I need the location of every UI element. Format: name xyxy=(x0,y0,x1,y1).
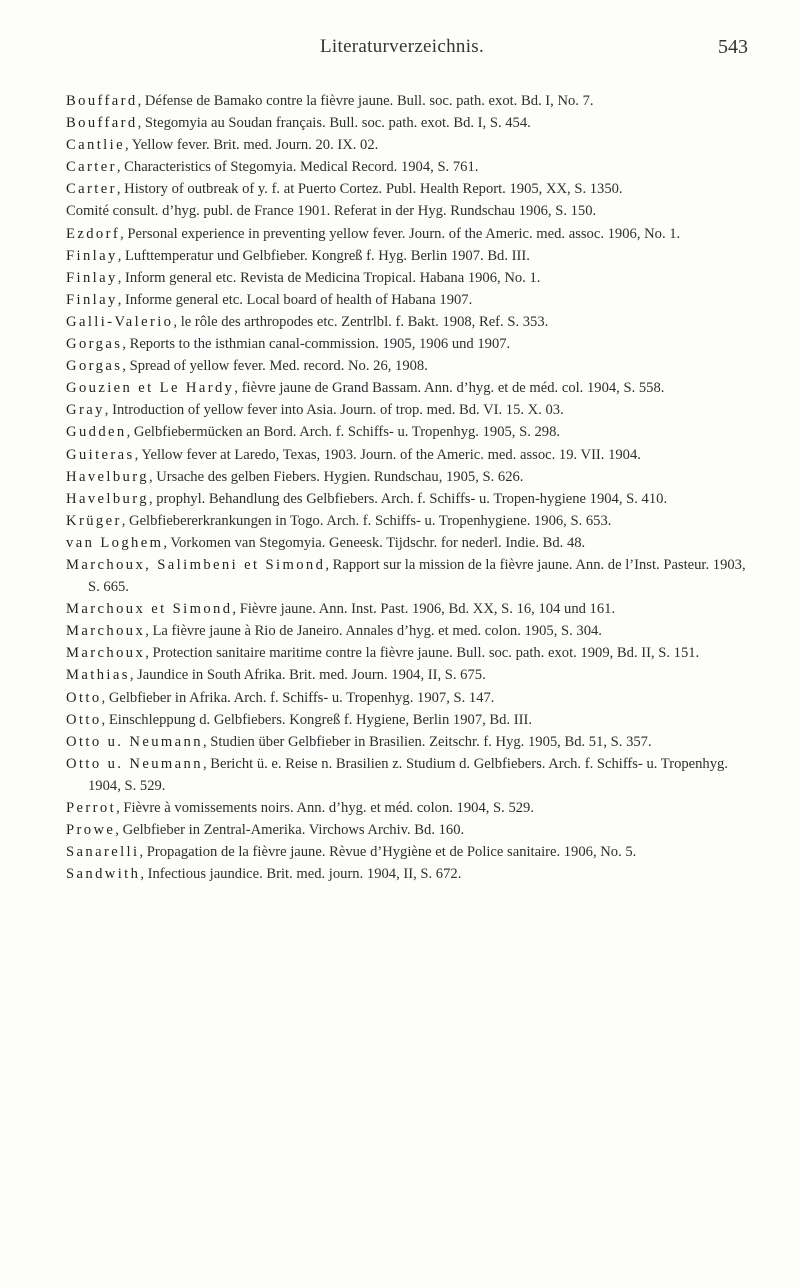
entry-author: Krüger xyxy=(66,512,122,529)
entry-author: Finlay xyxy=(66,247,118,264)
running-header xyxy=(0,36,800,64)
entry-text: , Ursache des gelben Fiebers. Hygien. Rundschau, 1905, S. 626. xyxy=(148,468,524,485)
entry-text: , Informe general etc. Local board of health of Habana 1907. xyxy=(117,291,473,308)
entry-author: Marchoux xyxy=(66,623,146,640)
bibliography-entry xyxy=(66,200,756,222)
entry-author: Galli-Valerio xyxy=(66,313,174,330)
entry-author: Otto xyxy=(66,711,102,728)
bibliography-entry xyxy=(66,223,756,245)
entry-author: Otto u. Neumann xyxy=(66,755,203,772)
bibliography-entry xyxy=(66,421,756,443)
entry-author: Marchoux xyxy=(66,645,146,662)
entry-text: , Gelbfiebererkrankungen in Togo. Arch. f. Schiffs- u. Tropenhygiene. 1906, S. 653. xyxy=(121,512,612,529)
entry-text: , Jaundice in South Afrika. Brit. med. Journ. 1904, II, S. 675. xyxy=(129,667,486,684)
entry-author: Marchoux et Simond xyxy=(66,601,233,618)
entry-author: Guiteras xyxy=(66,446,135,463)
entry-text: , Rapport sur la mission de la fièvre jaune. Ann. de l’Inst. Pasteur. 1903, S. 665. xyxy=(88,556,746,596)
bibliography-entry xyxy=(66,289,756,311)
entry-text: , Yellow fever at Laredo, Texas, 1903. Journ. of the Americ. med. assoc. 19. VII. 1904. xyxy=(134,446,641,463)
entry-author: Mathias xyxy=(66,667,130,684)
bibliography-entry xyxy=(66,797,756,819)
entry-author: Sandwith xyxy=(66,866,141,883)
bibliography-entry xyxy=(66,156,756,178)
entry-text: , Einschleppung d. Gelbfiebers. Kongreß f. Hygiene, Berlin 1907, Bd. III. xyxy=(101,711,532,728)
entry-author: Sanarelli xyxy=(66,844,140,861)
bibliography-entry xyxy=(66,620,756,642)
bibliography-entry xyxy=(66,709,756,731)
entry-text: , Reports to the isthmian canal-commission. 1905, 1906 und 1907. xyxy=(122,336,511,353)
entry-author: Bouffard xyxy=(66,115,138,132)
entry-text: , Gelbfiebermücken an Bord. Arch. f. Schiffs- u. Tropenhyg. 1905, S. 298. xyxy=(126,424,561,441)
entry-author: Havelburg xyxy=(66,490,149,507)
bibliography-entry xyxy=(66,245,756,267)
entry-author: Prowe xyxy=(66,822,116,839)
entry-author: Marchoux, Salimbeni et Simond xyxy=(66,556,326,573)
bibliography-entry xyxy=(66,134,756,156)
entry-author: Finlay xyxy=(66,291,118,308)
bibliography-entry xyxy=(66,466,756,488)
entry-text: , Vorkomen van Stegomyia. Geneesk. Tijdschr. for nederl. Indie. Bd. 48. xyxy=(163,534,586,551)
entry-author: Gudden xyxy=(66,424,127,441)
entry-author: Finlay xyxy=(66,269,118,286)
entry-text: , Characteristics of Stegomyia. Medical Record. 1904, S. 761. xyxy=(116,159,479,176)
bibliography-entry xyxy=(66,510,756,532)
page-number: 543 xyxy=(718,36,748,58)
bibliography-entry xyxy=(66,333,756,355)
running-title: Literaturverzeichnis. xyxy=(320,36,485,57)
entry-author: Carter xyxy=(66,181,117,198)
bibliography-entry xyxy=(66,532,756,554)
entry-author: Bouffard xyxy=(66,93,138,109)
entry-author: Perrot xyxy=(66,800,117,816)
entry-author: Gouzien et Le Hardy xyxy=(66,380,235,397)
bibliography-list xyxy=(66,90,756,885)
entry-text: , Gelbfieber in Zentral-Amerika. Virchows Archiv. Bd. 160. xyxy=(115,822,465,839)
entry-text: , Bericht ü. e. Reise n. Brasilien z. Studium d. Gelbfiebers. Arch. f. Schiffs- u. Tropenhyg. 1904, S. 529. xyxy=(88,755,728,794)
entry-text: , Gelbfieber in Afrika. Arch. f. Schiffs- u. Tropenhyg. 1907, S. 147. xyxy=(101,689,495,706)
entry-author: Carter xyxy=(66,159,117,176)
entry-text: Comité consult. d’hyg. publ. de France 1901. Referat in der Hyg. Rundschau 1906, S. 150. xyxy=(66,203,597,220)
entry-text: , fièvre jaune de Grand Bassam. Ann. d’hyg. et de méd. col. 1904, S. 558. xyxy=(234,380,665,397)
bibliography-entry xyxy=(66,819,756,841)
entry-text: , Lufttemperatur und Gelbfieber. Kongreß f. Hyg. Berlin 1907. Bd. III. xyxy=(117,247,530,264)
entry-text: , Personal experience in preventing yellow fever. Journ. of the Americ. med. assoc. 1906, No. 1. xyxy=(120,225,681,242)
bibliography-entry xyxy=(66,664,756,686)
bibliography-entry xyxy=(66,731,756,753)
entry-text: , Yellow fever. Brit. med. Journ. 20. IX. 02. xyxy=(124,137,379,154)
bibliography-entry xyxy=(66,642,756,664)
entry-text: , Studien über Gelbfieber in Brasilien. Zeitschr. f. Hyg. 1905, Bd. 51, S. 357. xyxy=(202,733,652,750)
entry-author: Havelburg xyxy=(66,468,149,485)
bibliography-entry xyxy=(66,90,756,112)
bibliography-entry xyxy=(66,753,756,797)
entry-text: , Propagation de la fièvre jaune. Rèvue d’Hygiène et de Police sanitaire. 1906, No. 5. xyxy=(139,844,637,861)
bibliography-entry xyxy=(66,598,756,620)
entry-text: , Spread of yellow fever. Med. record. No. 26, 1908. xyxy=(122,358,428,375)
bibliography-entry xyxy=(66,841,756,863)
entry-text: , Infectious jaundice. Brit. med. journ. 1904, II, S. 672. xyxy=(140,866,462,883)
entry-text: , Stegomyia au Soudan français. Bull. soc. path. exot. Bd. I, S. 454. xyxy=(137,115,531,132)
entry-text: , Fièvre jaune. Ann. Inst. Past. 1906, Bd. XX, S. 16, 104 und 161. xyxy=(232,601,616,618)
bibliography-entry xyxy=(66,178,756,200)
bibliography-entry xyxy=(66,377,756,399)
entry-author: Gray xyxy=(66,402,105,419)
entry-author: Ezdorf xyxy=(66,225,121,242)
entry-text: , Protection sanitaire maritime contre la fièvre jaune. Bull. soc. path. exot. 1909, Bd. II, S. 151. xyxy=(145,645,700,662)
entry-author: Otto u. Neumann xyxy=(66,733,203,750)
bibliography-entry xyxy=(66,267,756,289)
entry-text: , History of outbreak of y. f. at Puerto Cortez. Publ. Health Report. 1905, XX, S. 1350. xyxy=(116,181,623,198)
entry-text: , Fièvre à vomissements noirs. Ann. d’hyg. et méd. colon. 1904, S. 529. xyxy=(116,800,534,816)
entry-text: , Introduction of yellow fever into Asia. Journ. of trop. med. Bd. VI. 15. X. 03. xyxy=(104,402,564,419)
bibliography-entry xyxy=(66,112,756,134)
bibliography-entry xyxy=(66,554,756,598)
entry-text: , prophyl. Behandlung des Gelbfiebers. Arch. f. Schiffs- u. Tropen-hygiene 1904, S. 410. xyxy=(148,490,668,507)
entry-text: , Inform general etc. Revista de Medicina Tropical. Habana 1906, No. 1. xyxy=(117,269,541,286)
entry-author: van Loghem xyxy=(66,534,164,551)
bibliography-entry xyxy=(66,488,756,510)
entry-author: Cantlie xyxy=(66,137,125,154)
bibliography-entry xyxy=(66,311,756,333)
entry-author: Gorgas xyxy=(66,336,123,353)
bibliography-entry xyxy=(66,355,756,377)
entry-author: Otto xyxy=(66,689,102,706)
entry-text: , Défense de Bamako contre la fièvre jaune. Bull. soc. path. exot. Bd. I, No. 7. xyxy=(137,93,594,109)
entry-author: Gorgas xyxy=(66,358,123,375)
bibliography-entry xyxy=(66,687,756,709)
bibliography-entry xyxy=(66,444,756,466)
entry-text: , La fièvre jaune à Rio de Janeiro. Annales d’hyg. et med. colon. 1905, S. 304. xyxy=(145,623,602,640)
entry-text: , le rôle des arthropodes etc. Zentrlbl. f. Bakt. 1908, Ref. S. 353. xyxy=(173,313,549,330)
bibliography-entry xyxy=(66,399,756,421)
bibliography-entry xyxy=(66,863,756,885)
